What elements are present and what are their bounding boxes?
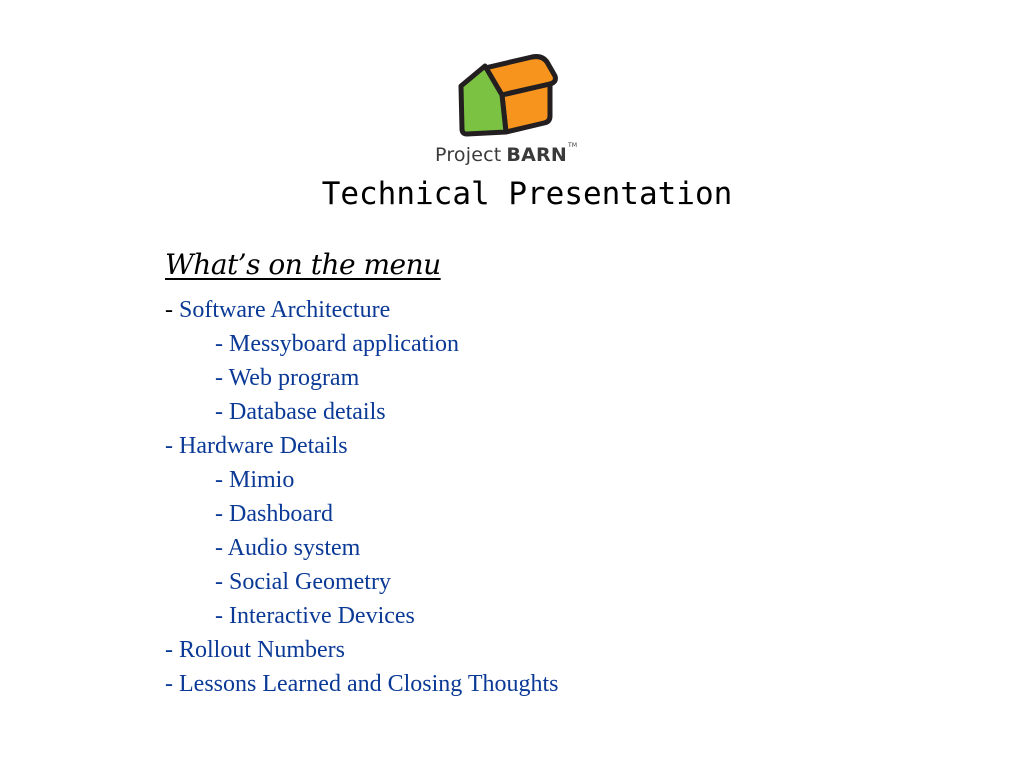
agenda-bullet-dash: - bbox=[215, 535, 228, 561]
logo-trademark: TM bbox=[567, 142, 578, 149]
agenda-bullet-dash: - bbox=[215, 501, 229, 527]
agenda-bullet-dash: - bbox=[215, 331, 229, 357]
agenda-item-label: Hardware Details bbox=[179, 433, 348, 459]
agenda-bullet-dash: - bbox=[165, 637, 179, 663]
logo-brand-word: BARN bbox=[506, 144, 567, 166]
agenda-item bbox=[165, 633, 559, 667]
agenda-bullet-dash: - bbox=[215, 603, 229, 629]
agenda-subitem bbox=[165, 463, 559, 497]
logo-wordmark bbox=[435, 144, 577, 166]
agenda-bullet-dash: - bbox=[215, 365, 229, 391]
agenda-subitem bbox=[165, 361, 559, 395]
agenda-item-label: Database details bbox=[229, 399, 386, 425]
agenda-bullet-dash: - bbox=[165, 671, 179, 697]
section-subtitle: What’s on the menu bbox=[165, 248, 441, 281]
agenda-item-label: Software Architecture bbox=[179, 297, 391, 323]
agenda-item-label: Messyboard application bbox=[229, 331, 459, 357]
agenda-item bbox=[165, 429, 559, 463]
agenda-item-label: Interactive Devices bbox=[229, 603, 415, 629]
agenda-subitem bbox=[165, 565, 559, 599]
agenda-bullet-dash: - bbox=[165, 297, 179, 323]
logo-project-word: Project bbox=[435, 144, 502, 166]
agenda-item-label: Social Geometry bbox=[229, 569, 391, 595]
project-barn-logo bbox=[430, 52, 590, 177]
agenda-subitem bbox=[165, 531, 559, 565]
agenda-bullet-dash: - bbox=[165, 433, 179, 459]
agenda-item-label: Dashboard bbox=[229, 501, 333, 527]
agenda-bullet-dash: - bbox=[215, 399, 229, 425]
barn-house-icon bbox=[458, 52, 562, 138]
agenda-item-label: Lessons Learned and Closing Thoughts bbox=[179, 671, 559, 697]
page-title: Technical Presentation bbox=[321, 176, 733, 212]
agenda-list bbox=[165, 293, 559, 701]
agenda-subitem bbox=[165, 327, 559, 361]
agenda-item-label: Audio system bbox=[227, 535, 361, 561]
agenda-item-label: Web program bbox=[228, 365, 360, 391]
agenda-item bbox=[165, 667, 559, 701]
agenda-subitem bbox=[165, 497, 559, 531]
agenda-item-label: Rollout Numbers bbox=[179, 637, 345, 663]
agenda-bullet-dash: - bbox=[215, 569, 229, 595]
agenda-subitem bbox=[165, 395, 559, 429]
agenda-item bbox=[165, 293, 559, 327]
agenda-subitem bbox=[165, 599, 559, 633]
agenda-bullet-dash: - bbox=[215, 467, 229, 493]
agenda-item-label: Mimio bbox=[229, 467, 295, 493]
